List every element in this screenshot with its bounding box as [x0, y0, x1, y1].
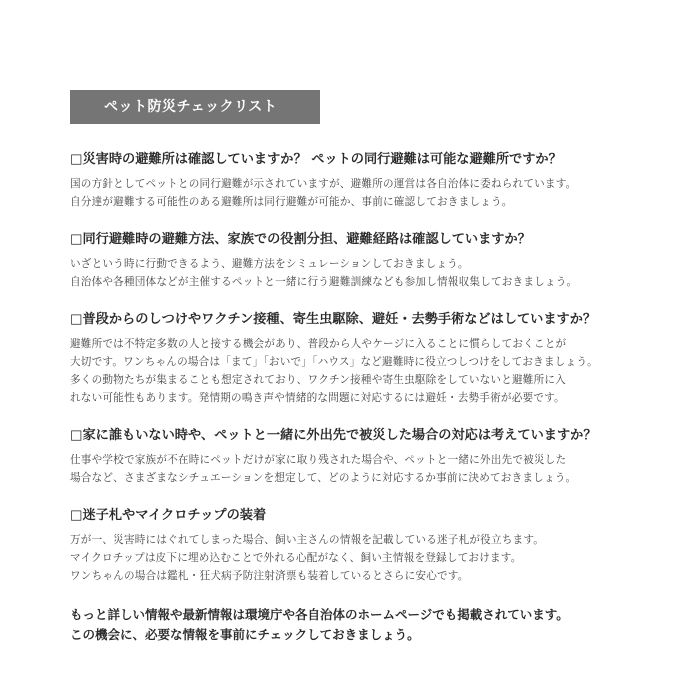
closing-note — [70, 605, 650, 645]
body-line: 自治体や各種団体などが主催するペットと一緒に行う避難訓練なども参加し情報収集しておきましょう。 — [70, 276, 578, 288]
body-line: 万が一、災害時にはぐれてしまった場合、飼い主さんの情報を記載している迷子札が役立ちます。 — [70, 534, 545, 546]
page-title: ペット防災チェックリスト — [70, 90, 320, 124]
body-line: 大切です。ワンちゃんの場合は「まて」「おいで」「ハウス」など避難時に役立つしつけをしておきましょう。 — [70, 356, 598, 368]
checklist-item-heading: □災害時の避難所は確認していますか？ ペットの同行避難は可能な避難所ですか？ — [70, 152, 562, 167]
checklist-item-body — [70, 531, 650, 585]
body-line: マイクロチップは皮下に埋め込むことで外れる心配がなく、飼い主情報を登録しておけます。 — [70, 552, 522, 564]
checklist-item-heading: □家に誰もいない時や、ペットと一緒に外出先で被災した場合の対応は考えていますか？ — [70, 428, 597, 443]
body-line: 自分達が避難する可能性のある避難所は同行避難が可能か、事前に確認しておきましょう。 — [70, 196, 513, 208]
body-line: 場合など、さまざまなシチュエーションを想定して、どのように対応するか事前に決めておきましょう。 — [70, 472, 577, 484]
body-line: れない可能性もあります。発情期の鳴き声や情緒的な問題に対応するには避妊・去勢手術が必要です。 — [70, 392, 565, 404]
checklist-item-body — [70, 451, 650, 487]
checklist-item — [70, 231, 650, 291]
checklist-item-body — [70, 175, 650, 211]
body-line: いざという時に行動できるよう、避難方法をシミュレーションしておきましょう。 — [70, 258, 469, 270]
checklist-item — [70, 311, 650, 407]
checklist-items — [70, 151, 650, 585]
body-line: ワンちゃんの場合は鑑札・狂犬病予防注射済票も装着しているとさらに安心です。 — [70, 570, 469, 582]
checklist-item — [70, 151, 650, 211]
body-line: 国の方針としてペットとの同行避難が示されていますが、避難所の運営は各自治体に委ねられています。 — [70, 178, 577, 190]
closing-line: もっと詳しい情報や最新情報は環境庁や各自治体のホームページでも掲載されています。 — [70, 607, 569, 622]
body-line: 仕事や学校で家族が不在時にペットだけが家に取り残された場合や、ペットと一緒に外出先で被災した — [70, 454, 567, 466]
checklist-page — [70, 90, 650, 645]
checklist-item-heading: □普段からのしつけやワクチン接種、寄生虫駆除、避妊・去勢手術などはしていますか？ — [70, 312, 597, 327]
body-line: 多くの動物たちが集まることも想定されており、ワクチン接種や寄生虫駆除をしていないと避難所に入 — [70, 374, 566, 386]
checklist-item — [70, 507, 650, 585]
checklist-item — [70, 427, 650, 487]
checklist-item-heading: □同行避難時の避難方法、家族での役割分担、避難経路は確認していますか？ — [70, 232, 531, 247]
body-line: 避難所では不特定多数の人と接する機会があり、普段から人やケージに入ることに慣らしておくことが — [70, 338, 567, 350]
checklist-item-body — [70, 335, 650, 407]
checklist-item-heading: □迷子札やマイクロチップの装着 — [70, 508, 267, 523]
checklist-item-body — [70, 255, 650, 291]
closing-line: この機会に、必要な情報を事前にチェックしておきましょう。 — [70, 627, 420, 642]
